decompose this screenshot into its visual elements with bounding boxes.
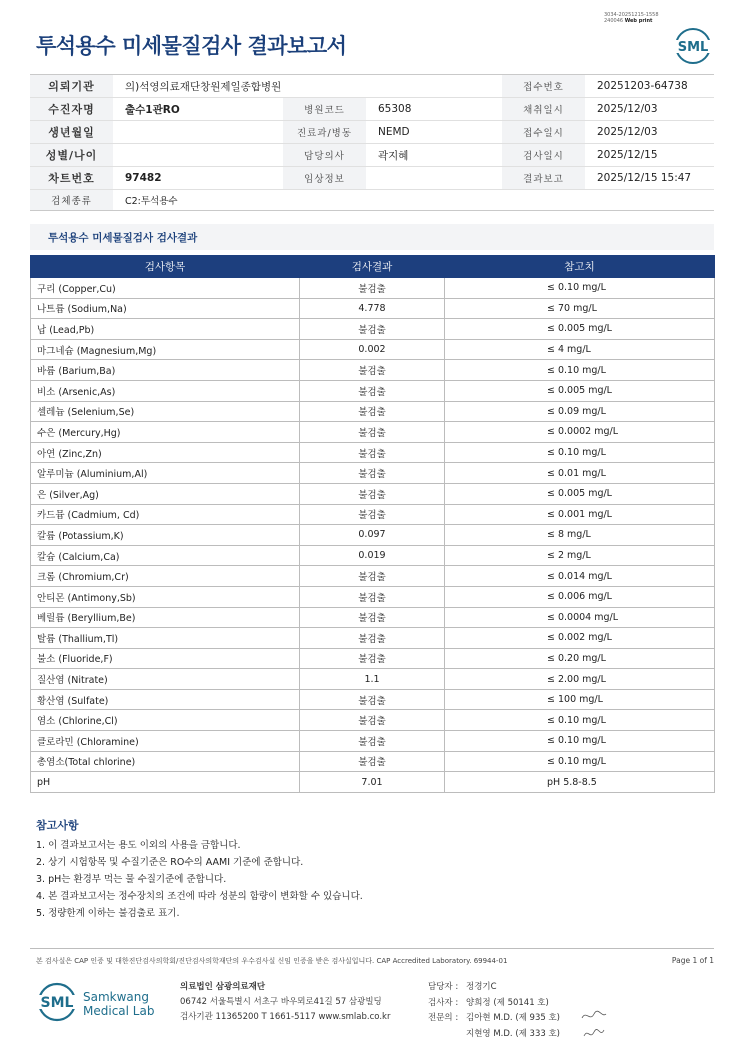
patient-label: 수진자명 (30, 98, 113, 120)
hospital-code-label: 병원코드 (283, 98, 366, 120)
receipt-no-label: 접수번호 (502, 75, 585, 97)
table-row (31, 525, 715, 546)
test-item-cell: 납 (Lead,Pb) (31, 319, 300, 340)
doctor-value: 곽지혜 (378, 149, 409, 162)
reference-cell: ≤ 0.10 mg/L (445, 751, 715, 772)
report-title: 투석용수 미세물질검사 결과보고서 (36, 34, 347, 58)
table-row (31, 380, 715, 401)
specimen-label: 검체종류 (30, 190, 113, 210)
test-item-cell: 은 (Silver,Ag) (31, 483, 300, 504)
table-row (31, 504, 715, 525)
note-item: 4. 본 결과보고서는 정수장치의 조건에 따라 성분의 함량이 변화할 수 있습니다. (36, 891, 363, 902)
reference-cell: ≤ 0.01 mg/L (445, 463, 715, 484)
table-row (31, 566, 715, 587)
staff-row: 지현영 M.D. (제 333 호) (466, 1028, 561, 1039)
table-row (31, 731, 715, 752)
result-cell: 불검출 (300, 483, 445, 504)
table-row (31, 401, 715, 422)
staff-info (428, 980, 560, 1042)
notes-title: 참고사항 (36, 819, 79, 832)
note-item: 5. 정량한계 이하는 불검출로 표기. (36, 908, 180, 919)
test-item-cell: 황산염 (Sulfate) (31, 689, 300, 710)
test-item-cell: 수은 (Mercury,Hg) (31, 422, 300, 443)
result-cell: 불검출 (300, 504, 445, 525)
result-cell: 4.778 (300, 298, 445, 319)
table-row (31, 586, 715, 607)
collect-date-value: 2025/12/03 (597, 103, 658, 115)
signature (580, 1008, 608, 1042)
test-item-cell: 아연 (Zinc,Zn) (31, 442, 300, 463)
results-body (31, 278, 715, 793)
result-cell: 불검출 (300, 360, 445, 381)
svg-text:SML: SML (40, 995, 74, 1011)
test-item-cell: 셀레늄 (Selenium,Se) (31, 401, 300, 422)
test-item-cell: 크롬 (Chromium,Cr) (31, 566, 300, 587)
chart-no-value: 97482 (125, 172, 162, 184)
test-item-cell: 나트륨 (Sodium,Na) (31, 298, 300, 319)
report-date-label: 결과보고 (502, 167, 585, 189)
reference-cell: ≤ 0.014 mg/L (445, 566, 715, 587)
test-item-cell: pH (31, 772, 300, 793)
doctor-label: 담당의사 (283, 144, 366, 166)
receive-date-label: 접수일시 (502, 121, 585, 143)
table-row (31, 772, 715, 793)
dept-value: NEMD (378, 126, 410, 138)
result-cell: 0.002 (300, 339, 445, 360)
org-name: 의료법인 삼광의료재단 (180, 982, 266, 992)
footer-divider (30, 948, 714, 949)
sml-logo (672, 26, 714, 66)
reference-cell: ≤ 100 mg/L (445, 689, 715, 710)
note-item: 1. 이 결과보고서는 용도 이외의 사용을 금합니다. (36, 840, 241, 851)
reference-cell: ≤ 2 mg/L (445, 545, 715, 566)
staff-row: 검사자 : 양희정 (제 50141 호) (428, 997, 549, 1008)
test-item-cell: 비소 (Arsenic,As) (31, 380, 300, 401)
svg-text:Medical Lab: Medical Lab (83, 1004, 155, 1018)
test-item-cell: 알루미늄 (Aluminium,Al) (31, 463, 300, 484)
info-row-dob (30, 121, 714, 144)
reference-cell: ≤ 0.006 mg/L (445, 586, 715, 607)
receive-date-value: 2025/12/03 (597, 126, 658, 138)
test-item-cell: 질산염 (Nitrate) (31, 669, 300, 690)
test-item-cell: 클로라민 (Chloramine) (31, 731, 300, 752)
reference-cell: ≤ 0.001 mg/L (445, 504, 715, 525)
test-item-cell: 탈륨 (Thallium,Tl) (31, 628, 300, 649)
table-row (31, 298, 715, 319)
collect-date-label: 채취일시 (502, 98, 585, 120)
chart-no-label: 차트번호 (30, 167, 113, 189)
table-row (31, 689, 715, 710)
test-item-cell: 칼륨 (Potassium,K) (31, 525, 300, 546)
test-item-cell: 칼슘 (Calcium,Ca) (31, 545, 300, 566)
reference-cell: ≤ 8 mg/L (445, 525, 715, 546)
info-row-sex-age (30, 144, 714, 167)
result-cell: 불검출 (300, 319, 445, 340)
header-result: 검사결과 (300, 256, 445, 278)
table-row (31, 463, 715, 484)
report-date-value: 2025/12/15 15:47 (597, 172, 692, 184)
staff-row: 담당자 : 정경기C (428, 982, 497, 992)
page-number: Page 1 of 1 (671, 956, 714, 965)
svg-text:Samkwang: Samkwang (83, 990, 149, 1004)
reference-cell: ≤ 0.002 mg/L (445, 628, 715, 649)
reference-cell: ≤ 2.00 mg/L (445, 669, 715, 690)
reference-cell: ≤ 0.10 mg/L (445, 731, 715, 752)
samkwang-logo (36, 980, 166, 1024)
test-item-cell: 카드뮴 (Cadmium, Cd) (31, 504, 300, 525)
org-info (180, 980, 390, 1025)
dept-label: 진료과/병동 (283, 121, 366, 143)
header-test-item: 검사항목 (31, 256, 300, 278)
info-row-specimen (30, 190, 714, 211)
result-cell: 불검출 (300, 607, 445, 628)
note-item: 3. pH는 환경부 먹는 물 수질기준에 준합니다. (36, 874, 227, 885)
table-row (31, 545, 715, 566)
specimen-value: C2:투석용수 (125, 196, 178, 207)
note-item: 2. 상기 시험항목 및 수질기준은 RO수의 AAMI 기준에 준합니다. (36, 857, 304, 868)
table-row (31, 339, 715, 360)
test-item-cell: 총염소(Total chlorine) (31, 751, 300, 772)
test-date-label: 검사일시 (502, 144, 585, 166)
sex-age-label: 성별/나이 (30, 144, 113, 166)
table-row (31, 710, 715, 731)
table-row (31, 607, 715, 628)
clinical-value (366, 167, 502, 189)
staff-row: 전문의 : 김아현 M.D. (제 935 호) (428, 1013, 561, 1023)
cap-certification: 본 검사실은 CAP 인증 및 대한진단검사의학회/진단검사의학재단의 우수검사실 신임 인증을 받은 검사실입니다. CAP Accredited Laboratory. 69944-01 (36, 957, 508, 965)
result-cell: 불검출 (300, 463, 445, 484)
notes-list (36, 837, 363, 922)
reference-cell: ≤ 0.20 mg/L (445, 648, 715, 669)
info-row-requester (30, 75, 714, 98)
table-row (31, 278, 715, 299)
test-item-cell: 마그네슘 (Magnesium,Mg) (31, 339, 300, 360)
result-cell: 불검출 (300, 689, 445, 710)
table-row (31, 751, 715, 772)
test-item-cell: 구리 (Copper,Cu) (31, 278, 300, 299)
result-cell: 불검출 (300, 422, 445, 443)
result-cell: 불검출 (300, 566, 445, 587)
test-item-cell: 안티몬 (Antimony,Sb) (31, 586, 300, 607)
reference-cell: ≤ 0.10 mg/L (445, 442, 715, 463)
reference-cell: ≤ 0.005 mg/L (445, 319, 715, 340)
dob-label: 생년월일 (30, 121, 113, 143)
result-cell: 불검출 (300, 628, 445, 649)
table-row (31, 648, 715, 669)
reference-cell: ≤ 0.0002 mg/L (445, 422, 715, 443)
table-row (31, 319, 715, 340)
test-item-cell: 불소 (Fluoride,F) (31, 648, 300, 669)
dob-value (113, 121, 283, 143)
result-cell: 0.019 (300, 545, 445, 566)
reference-cell: pH 5.8-8.5 (445, 772, 715, 793)
reference-cell: ≤ 4 mg/L (445, 339, 715, 360)
reference-cell: ≤ 0.10 mg/L (445, 360, 715, 381)
result-cell: 0.097 (300, 525, 445, 546)
result-cell: 불검출 (300, 710, 445, 731)
org-contact: 검사기관 11365200 T 1661-5117 www.smlab.co.kr (180, 1012, 391, 1022)
patient-value: 출수1관RO (125, 103, 180, 116)
print-meta: 3034-20251215-1558 240046 Web print (604, 12, 659, 24)
requester-label: 의뢰기관 (30, 75, 113, 97)
test-item-cell: 베릴륨 (Beryllium,Be) (31, 607, 300, 628)
reference-cell: ≤ 0.005 mg/L (445, 380, 715, 401)
table-row (31, 442, 715, 463)
section-title: 투석용수 미세물질검사 검사결과 (30, 224, 714, 250)
result-cell: 불검출 (300, 401, 445, 422)
result-cell: 불검출 (300, 442, 445, 463)
receipt-no-value: 20251203-64738 (597, 80, 688, 92)
reference-cell: ≤ 0.005 mg/L (445, 483, 715, 504)
patient-info-table (30, 74, 714, 211)
table-row (31, 669, 715, 690)
info-row-chart-no (30, 167, 714, 190)
hospital-code-value: 65308 (378, 103, 412, 115)
result-cell: 불검출 (300, 751, 445, 772)
result-cell: 불검출 (300, 278, 445, 299)
test-date-value: 2025/12/15 (597, 149, 658, 161)
sex-age-value (113, 144, 283, 166)
table-row (31, 360, 715, 381)
test-item-cell: 바륨 (Barium,Ba) (31, 360, 300, 381)
reference-cell: ≤ 0.10 mg/L (445, 710, 715, 731)
result-cell: 1.1 (300, 669, 445, 690)
requester-value: 의)석영의료재단창원제일종합병원 (125, 80, 282, 93)
table-row (31, 483, 715, 504)
result-cell: 불검출 (300, 648, 445, 669)
reference-cell: ≤ 0.09 mg/L (445, 401, 715, 422)
svg-text:SML: SML (677, 40, 709, 55)
test-item-cell: 염소 (Chlorine,Cl) (31, 710, 300, 731)
clinical-label: 임상정보 (283, 167, 366, 189)
reference-cell: ≤ 0.0004 mg/L (445, 607, 715, 628)
results-table (30, 255, 715, 793)
header-reference: 참고치 (445, 256, 715, 278)
reference-cell: ≤ 0.10 mg/L (445, 278, 715, 299)
table-row (31, 422, 715, 443)
table-row (31, 628, 715, 649)
info-row-patient (30, 98, 714, 121)
results-header-row (31, 256, 715, 278)
reference-cell: ≤ 70 mg/L (445, 298, 715, 319)
result-cell: 불검출 (300, 731, 445, 752)
result-cell: 불검출 (300, 586, 445, 607)
result-cell: 7.01 (300, 772, 445, 793)
org-address: 06742 서울특별시 서초구 바우뫼로41길 57 삼광빌딩 (180, 997, 382, 1007)
result-cell: 불검출 (300, 380, 445, 401)
